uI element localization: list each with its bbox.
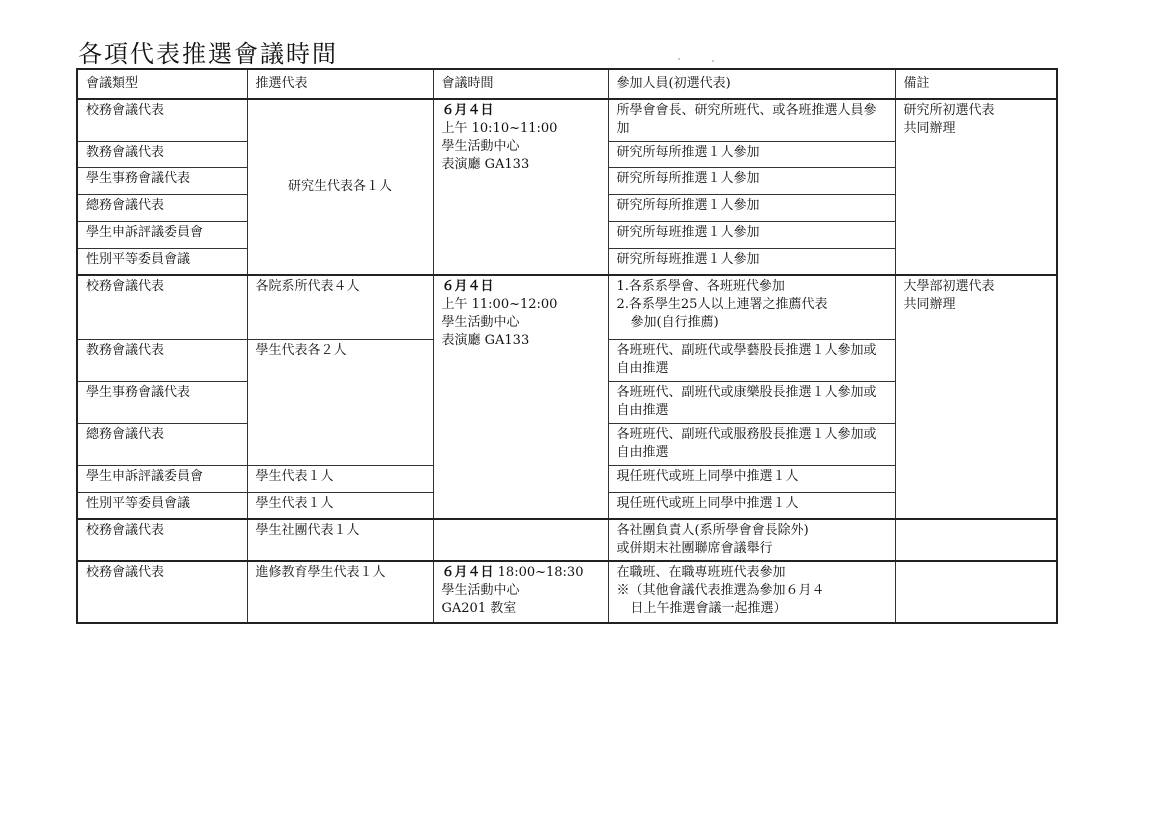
participants-line: 1.各系系學會、各班班代參加 <box>616 279 785 294</box>
meeting-slot: 上午 10:10~11:00 <box>441 121 558 136</box>
table-row <box>77 99 1057 141</box>
meeting-type-cell: 總務會議代表 <box>77 423 247 465</box>
participants-cell: 研究所每所推選１人參加 <box>608 167 895 194</box>
rep-cell: 學生代表各２人 <box>247 339 433 465</box>
header-cell: 會議類型 <box>77 69 247 99</box>
note-line: 大學部初選代表 <box>903 279 995 294</box>
participants-cell: 研究所每所推選１人參加 <box>608 141 895 167</box>
rep-cell: 研究生代表各１人 <box>247 99 433 275</box>
meeting-type-cell: 性別平等委員會議 <box>77 492 247 519</box>
table-row <box>77 519 1057 561</box>
participants-line: 或併期末社團聯席會議舉行 <box>616 541 773 556</box>
participants-cell: 各班班代、副班代或康樂股長推選１人參加或自由推選 <box>608 381 895 423</box>
meeting-slot: 18:00~18:30 <box>497 565 584 580</box>
participants-cell <box>608 275 895 339</box>
table-row <box>77 275 1057 339</box>
meeting-type-cell: 校務會議代表 <box>77 561 247 623</box>
participants-line: ※（其他會議代表推選為參加６月４ <box>616 583 825 598</box>
time-cell <box>433 99 608 275</box>
rep-cell: 學生社團代表１人 <box>247 519 433 561</box>
scan-speck <box>678 58 680 60</box>
page-title: 各項代表推選會議時間 <box>78 40 338 68</box>
meeting-room: 表演廳 GA133 <box>441 333 530 348</box>
participants-cell: 各班班代、副班代或服務股長推選１人參加或自由推選 <box>608 423 895 465</box>
meeting-type-cell: 學生申訴評議委員會 <box>77 465 247 492</box>
participants-cell <box>608 561 895 623</box>
header-row <box>77 69 1057 99</box>
participants-line: 各社團負責人(系所學會會長除外) <box>616 523 809 538</box>
participants-cell: 所學會會長、研究所班代、或各班推選人員參加 <box>608 99 895 141</box>
meeting-type-cell: 性別平等委員會議 <box>77 248 247 275</box>
participants-line: 參加(自行推薦) <box>630 315 719 330</box>
meeting-datetime <box>442 564 600 582</box>
meeting-room: 表演廳 GA133 <box>441 157 530 172</box>
meeting-type-cell: 學生事務會議代表 <box>77 167 247 194</box>
note-cell <box>895 561 1057 623</box>
schedule-table <box>76 68 1058 624</box>
header-cell: 會議時間 <box>433 69 608 99</box>
meeting-place: 學生活動中心 <box>441 139 520 154</box>
time-cell <box>433 519 608 561</box>
participants-cell: 各班班代、副班代或學藝股長推選１人參加或自由推選 <box>608 339 895 381</box>
meeting-place: 學生活動中心 <box>441 583 520 598</box>
meeting-type-cell: 學生申訴評議委員會 <box>77 221 247 248</box>
note-cell <box>895 99 1057 275</box>
meeting-type-cell: 校務會議代表 <box>77 519 247 561</box>
meeting-type-cell: 學生事務會議代表 <box>77 381 247 423</box>
meeting-place: 學生活動中心 <box>441 315 520 330</box>
meeting-date: ６月４日 <box>441 279 494 294</box>
header-cell: 備註 <box>895 69 1057 99</box>
participants-line: 日上午推選會議一起推選） <box>630 601 787 616</box>
note-cell <box>895 275 1057 519</box>
time-cell <box>433 561 608 623</box>
scan-speck <box>712 60 714 62</box>
meeting-type-cell: 校務會議代表 <box>77 99 247 141</box>
participants-cell: 研究所每所推選１人參加 <box>608 194 895 221</box>
rep-cell: 進修教育學生代表１人 <box>247 561 433 623</box>
participants-line: 2.各系學生25人以上連署之推薦代表 <box>616 297 828 312</box>
note-cell <box>895 519 1057 561</box>
rep-cell: 學生代表１人 <box>247 492 433 519</box>
header-cell: 參加人員(初選代表) <box>608 69 895 99</box>
rep-cell: 學生代表１人 <box>247 465 433 492</box>
participants-cell: 現任班代或班上同學中推選１人 <box>608 492 895 519</box>
note-line: 共同辦理 <box>903 121 956 136</box>
note-line: 共同辦理 <box>903 297 956 312</box>
meeting-date: ６月４日 <box>441 103 494 118</box>
participants-cell: 研究所每班推選１人參加 <box>608 248 895 275</box>
table-row <box>77 561 1057 623</box>
meeting-slot: 上午 11:00~12:00 <box>441 297 558 312</box>
time-cell <box>433 275 608 519</box>
participants-cell <box>608 519 895 561</box>
meeting-room: GA201 教室 <box>441 601 517 616</box>
meeting-type-cell: 總務會議代表 <box>77 194 247 221</box>
participants-cell: 現任班代或班上同學中推選１人 <box>608 465 895 492</box>
note-line: 研究所初選代表 <box>903 103 995 118</box>
meeting-type-cell: 教務會議代表 <box>77 141 247 167</box>
meeting-date: ６月４日 <box>441 565 494 580</box>
header-cell: 推選代表 <box>247 69 433 99</box>
meeting-type-cell: 校務會議代表 <box>77 275 247 339</box>
participants-cell: 研究所每班推選１人參加 <box>608 221 895 248</box>
participants-line: 在職班、在職專班班代表參加 <box>616 565 786 580</box>
rep-cell: 各院系所代表４人 <box>247 275 433 339</box>
meeting-type-cell: 教務會議代表 <box>77 339 247 381</box>
